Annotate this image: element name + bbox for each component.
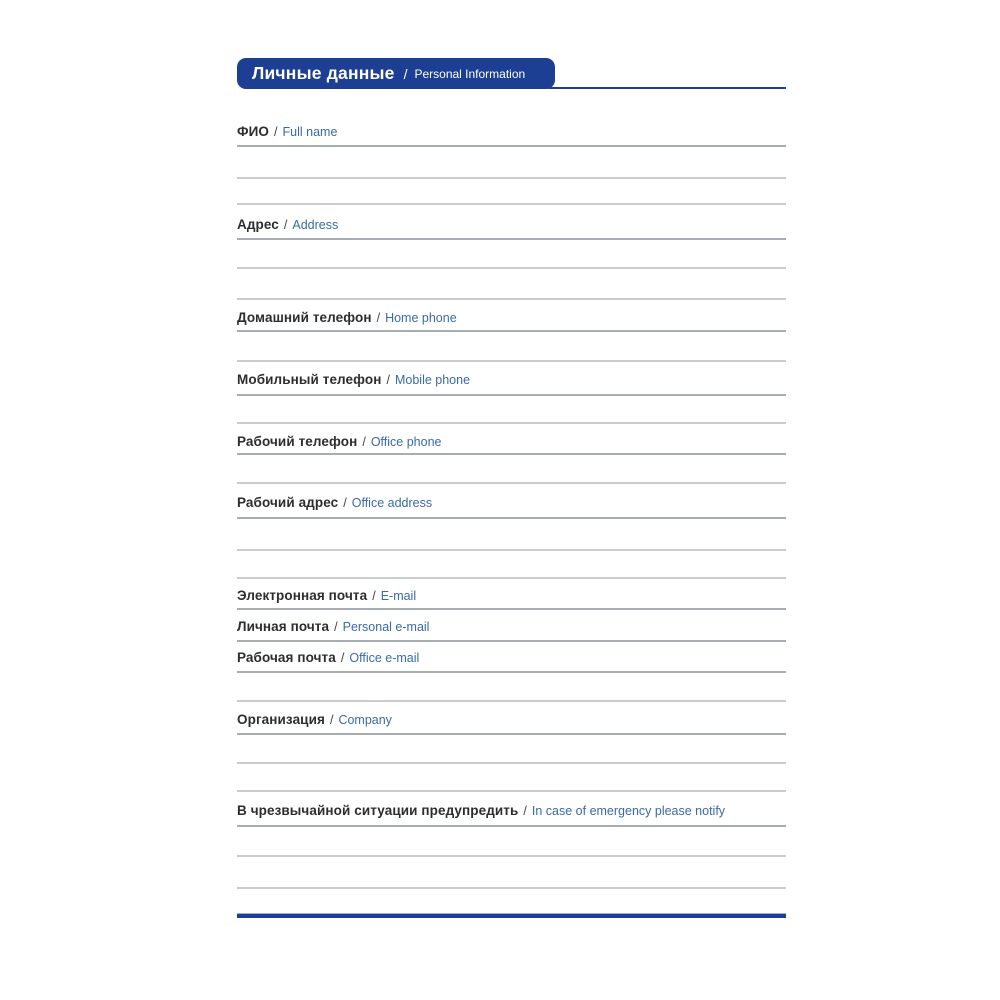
field-office-email-underline [237,671,786,673]
field-emergency-ru: В чрезвычайной ситуации предупредить [237,803,519,818]
field-personal-email-en: Personal e-mail [342,620,430,634]
label-separator: / [523,804,527,818]
field-mobile-phone-ru: Мобильный телефон [237,372,382,387]
label-separator: / [372,589,376,603]
field-mobile-phone-en: Mobile phone [394,373,471,387]
field-address-ru: Адрес [237,217,279,232]
field-home-phone-ru: Домашний телефон [237,310,372,325]
field-mobile-phone-underline [237,394,786,396]
field-home-phone-label [237,310,786,325]
field-home-phone-underline [237,330,786,332]
writing-line [237,267,786,269]
field-email-label [237,588,786,603]
field-fio-ru: ФИО [237,124,270,139]
field-personal-email-label [237,619,786,634]
page-bottom-rule [237,913,786,918]
writing-line [237,549,786,551]
field-fio-label [237,124,786,139]
writing-line [237,298,786,300]
section-header-tab [237,58,555,89]
field-emergency-underline [237,825,786,827]
field-office-phone-label [237,434,786,449]
label-separator: / [283,218,288,232]
writing-line [237,577,786,579]
field-office-address-label [237,495,786,510]
label-separator: / [334,620,338,634]
field-email-en: E-mail [380,589,417,603]
writing-line [237,482,786,484]
label-separator: / [376,311,381,325]
writing-line [237,887,786,889]
field-company-en: Company [338,713,392,727]
field-company-label [237,712,786,727]
writing-line [237,177,786,179]
writing-line [237,203,786,205]
field-office-email-en: Office e-mail [349,651,420,665]
field-personal-email-ru: Личная почта [237,619,330,634]
field-office-address-ru: Рабочий адрес [237,495,339,510]
title-separator: / [403,65,408,82]
label-separator: / [386,373,390,387]
field-email-underline [237,608,786,610]
header-rule [548,87,786,90]
field-office-address-en: Office address [351,496,433,510]
field-fio-underline [237,145,786,147]
page-title-ru: Личные данные [252,63,395,83]
label-separator: / [362,435,366,449]
field-email-ru: Электронная почта [237,588,368,603]
field-personal-email-underline [237,640,786,642]
label-separator: / [274,125,278,139]
field-address-en: Address [292,218,339,232]
writing-line [237,790,786,792]
page-title-en: Personal Information [414,66,526,81]
field-fio-en: Full name [282,125,338,139]
writing-line [237,360,786,362]
field-office-phone-underline [237,453,786,455]
field-address-label [237,217,786,232]
field-address-underline [237,238,786,240]
label-separator: / [343,496,347,510]
field-emergency-label [237,803,786,818]
writing-line [237,700,786,702]
label-separator: / [329,713,334,727]
field-office-phone-en: Office phone [370,435,442,449]
field-company-underline [237,733,786,735]
field-office-email-label [237,650,786,665]
field-office-address-underline [237,517,786,519]
label-separator: / [340,651,345,665]
field-home-phone-en: Home phone [385,311,457,325]
field-office-phone-ru: Рабочий телефон [237,434,358,449]
field-emergency-en: In case of emergency please notify [531,804,726,818]
writing-line [237,855,786,857]
field-office-email-ru: Рабочая почта [237,650,336,665]
writing-line [237,422,786,424]
field-company-ru: Организация [237,712,325,727]
writing-line [237,762,786,764]
field-mobile-phone-label [237,372,786,387]
